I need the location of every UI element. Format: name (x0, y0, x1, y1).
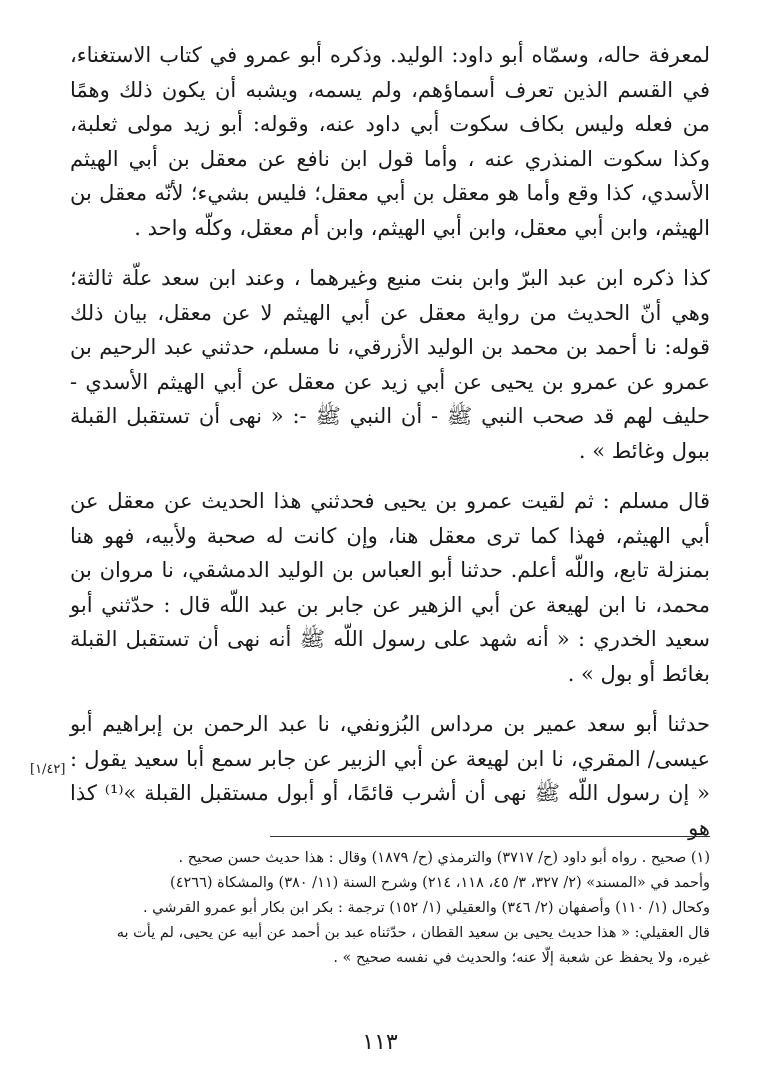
manuscript-folio-marker: [١/٤٢] (30, 762, 66, 777)
paragraph-4: حدثنا أبو سعد عمير بن مرداس البُزونفي، نا عبد الرحمن بن إبراهيم أبو عيسى/ المقري، نا ابن لهيعة عن أبي الزبير عن جابر سمع أبا سعيد يقول : « إن رسول اللّه ﷺ نهى أن أشرب قائمًا، أو أبول مستقبل القبلة »⁽¹⁾ كذا هو (70, 712, 710, 840)
footnote-line: وكحال (١/ ١١٠) وأصفهان (٢/ ٣٤٦) والعقيلي (١/ ١٥٢) ترجمة : بكر ابن بكار أبو عمرو القرشي . (142, 900, 710, 916)
paragraph-2: كذا ذكره ابن عبد البرّ وابن بنت منيع وغيرهما ، وعند ابن سعد علّة ثالثة؛ وهي أنّ الحديث من رواية معقل عن أبي الهيثم لا عن معقل، بيان ذلك قوله: نا أحمد بن محمد بن الوليد الأزرقي، نا مسلم، حدثني عبد الرحيم بن عمرو عن عمرو بن يحيى عن أبي زيد عن معقل عن أبي الهيثم الأسدي - حليف لهم قد صحب النبي ﷺ - أن النبي ﷺ -: « نهى أن تستقبل القبلة ببول وغائط » . (70, 266, 710, 463)
main-text (70, 38, 710, 861)
footnote-line: وأحمد في «المسند» (٢/ ٣٢٧، ٣/ ٤٥، ١١٨، ٢١٤) وشرح السنة (١١/ ٣٨٠) والمشكاة (٤٢٦٦) (170, 875, 710, 891)
footnote-line: (١) صحيح . رواه أبو داود (ح/ ٣٧١٧) والترمذي (ح/ ١٨٧٩) وقال : هذا حديث حسن صحيح . (178, 850, 710, 866)
footnote-line: غيره، ولا يحفظ عن شعبة إلّا عنه؛ والحديث في نفسه صحيح » . (333, 950, 710, 966)
footnote-divider (270, 836, 710, 837)
footnotes (70, 846, 710, 971)
paragraph-3: قال مسلم : ثم لقيت عمرو بن يحيى فحدثني هذا الحديث عن معقل عن أبي الهيثم، فهذا كما ترى معقل هنا، وإن كانت له صحبة ولأبيه، فهو هنا بمنزلة تابع، واللّه أعلم. حدثنا أبو العباس بن الوليد الدمشقي، نا مروان بن محمد، نا ابن لهيعة عن أبي الزهير عن جابر بن عبد اللّه قال : حدّثني أبو سعيد الخدري : « أنه شهد على رسول اللّه ﷺ أنه نهى أن تستقبل القبلة بغائط أو بول » . (70, 489, 710, 686)
footnote-line: قال العقيلي: « هذا حديث يحيى بن سعيد القطان ، حدّثناه عبد بن أحمد عن أبيه عن يحيى، لم يأت به (116, 925, 710, 941)
paragraph-1: لمعرفة حاله، وسمّاه أبو داود: الوليد. وذكره أبو عمرو في كتاب الاستغناء، في القسم الذين تعرف أسماؤهم، ولم يسمه، ويشبه أن يكون ذلك وهمًا من فعله وليس بكاف سكوت أبي داود عنه، وقوله: أبو زيد مولى ثعلبة، وكذا سكوت المنذري عنه ، وأما قول ابن نافع عن معقل بن أبي الهيثم الأسدي، كذا وقع وأما هو معقل بن أبي معقل؛ فليس بشيء؛ لأنّه معقل بن الهيثم، وابن أبي معقل، وابن أبي الهيثم، وابن أم معقل، وكلّه واحد . (70, 43, 710, 240)
page-number: ١١٣ (362, 1030, 398, 1055)
